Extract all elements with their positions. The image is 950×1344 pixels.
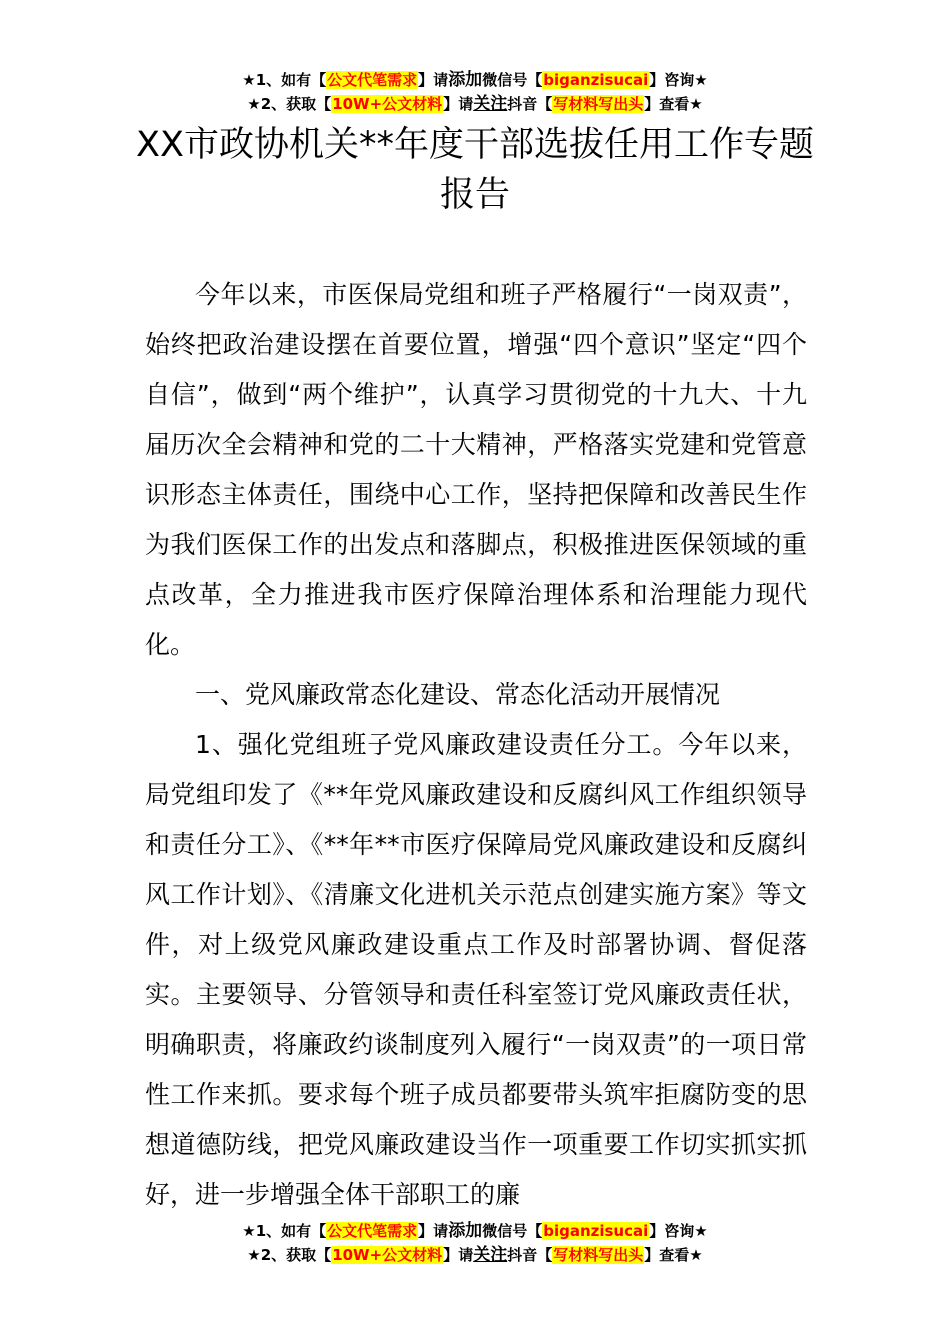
promo-text: ★2、获取【 — [247, 95, 332, 113]
promo-text: 抖音【 — [507, 1246, 553, 1264]
promo-emphasis: 添加 — [448, 1221, 483, 1241]
promo-line-2 — [0, 1243, 950, 1267]
promo-text: 】咨询★ — [649, 71, 708, 89]
promo-text: ★2、获取【 — [247, 1246, 332, 1264]
promo-text: 】查看★ — [644, 95, 703, 113]
promo-text: ★1、如有【 — [242, 71, 327, 89]
promo-line-2 — [0, 92, 950, 116]
body-paragraph: 1、强化党组班子党风廉政建设责任分工。今年以来，局党组印发了《**年党风廉政建设和反腐纠风工作组织领导和责任分工》、《**年**市医疗保障局党风廉政建设和反腐纠风工作计划》、《清廉文化进机关示范点创建实施方案》等文件，对上级党风廉政建设重点工作及时部署协调、督促落实。主要领导、分管领导和责任科室签订党风廉政责任状，明确职责，将廉政约谈制度列入履行“一岗双责”的一项日常性工作来抓。要求每个班子成员都要带头筑牢拒腐防变的思想道德防线，把党风廉政建设当作一项重要工作切实抓实抓好，进一步增强全体干部职工的廉 — [145, 730, 807, 1209]
promo-highlight: 写材料写出头 — [553, 95, 644, 113]
promo-highlight: 公文代笔需求 — [327, 1222, 418, 1240]
promo-emphasis: 添加 — [448, 70, 483, 90]
document-title: XX市政协机关**年度干部选拔任用工作专题报告 — [136, 125, 814, 215]
promo-emphasis: 关注 — [473, 94, 508, 114]
promo-text: 抖音【 — [507, 95, 553, 113]
promo-highlight: biganzisucai — [543, 1222, 649, 1240]
promo-highlight: biganzisucai — [543, 71, 649, 89]
promo-line-1 — [0, 68, 950, 92]
promo-line-1 — [0, 1219, 950, 1243]
body-paragraph: 今年以来，市医保局党组和班子严格履行“一岗双责”，始终把政治建设摆在首要位置，增强“四个意识”坚定“四个自信”，做到“两个维护”，认真学习贯彻党的十九大、十九届历次全会精神和党的二十大精神，严格落实党建和党管意识形态主体责任，围绕中心工作，坚持把保障和改善民生作为我们医保工作的出发点和落脚点，积极推进医保领域的重点改革，全力推进我市医疗保障治理体系和治理能力现代化。 — [145, 280, 807, 659]
promo-emphasis: 关注 — [473, 1245, 508, 1265]
promo-text: 】请 — [418, 71, 449, 89]
section-heading: 一、党风廉政常态化建设、常态化活动开展情况 — [195, 680, 721, 709]
promo-highlight: 公文代笔需求 — [327, 71, 418, 89]
promo-text: 微信号【 — [482, 1222, 543, 1240]
promo-text: 】咨询★ — [649, 1222, 708, 1240]
promo-highlight: 写材料写出头 — [553, 1246, 644, 1264]
promo-highlight: 10W+公文材料 — [332, 95, 443, 113]
bottom-promo-banner — [0, 1219, 950, 1267]
promo-text: 微信号【 — [482, 71, 543, 89]
promo-text: 】请 — [443, 95, 474, 113]
promo-text: 】请 — [443, 1246, 474, 1264]
promo-text: 】请 — [418, 1222, 449, 1240]
promo-highlight: 10W+公文材料 — [332, 1246, 443, 1264]
promo-text: ★1、如有【 — [242, 1222, 327, 1240]
top-promo-banner — [0, 68, 950, 116]
document-body — [145, 270, 807, 1220]
promo-text: 】查看★ — [644, 1246, 703, 1264]
